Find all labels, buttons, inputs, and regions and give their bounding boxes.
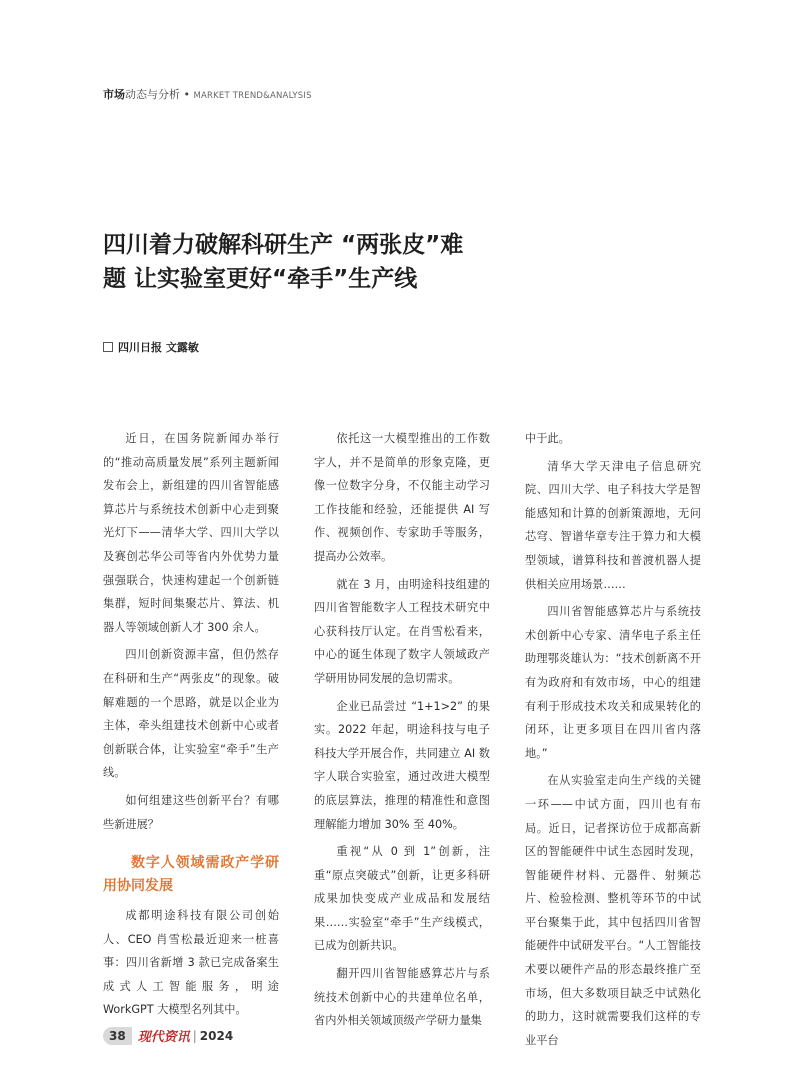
paragraph: 如何组建这些创新平台？有哪些新进展？ [103, 793, 279, 831]
paragraph: 就在 3 月，由明途科技组建的四川省智能数字人工程技术研究中心获科技厅认定。在肖雪松看来，中心的诞生体现了数字人领域政产学研用协同发展的急切需求。 [314, 577, 490, 685]
title-line-2: 题 让实验室更好“牵手”生产线 [103, 266, 418, 292]
footer-separator: | [192, 1028, 197, 1043]
issue-year: 2024 [199, 1028, 234, 1043]
section-name-en: MARKET TREND&ANALYSIS [193, 91, 312, 101]
page-footer [103, 1026, 233, 1045]
paragraph: 翻开四川省智能感算芯片与系统技术创新中心的共建单位名单，省内外相关领域顶级产学研力量集 [314, 967, 490, 1028]
paragraph: 重视“从 0 到 1”创新，注重“原点突破式”创新，让更多科研成果加快变成产业成品和发展结果……实验室“牵手”生产线模式，已成为创新共识。 [314, 845, 490, 953]
article-title [103, 228, 623, 296]
paragraph: 在从实验室走向生产线的关键一环——中试方面，四川也有布局。近日，记者探访位于成都高新区的智能硬件中试生态园时发现，智能硬件材料、元器件、射频芯片、检验检测、整机等环节的中试平台聚集于此，其中包括四川省智能硬件中试研发平台。“人工智能技术要以硬件产品的形态最终推广至市场，但大多数项目缺乏中试熟化的助力，这时就需要我们这样的专业平台 [525, 774, 701, 1047]
text-column-1 [103, 427, 279, 1026]
section-dot: • [180, 88, 194, 101]
text-column-3 [525, 427, 701, 1056]
section-name-bold: 市场 [103, 88, 125, 101]
text-column-2 [314, 427, 490, 1037]
section-subheading: 数字人领域需政产学研用协同发展 [103, 855, 279, 895]
paragraph: 依托这一大模型推出的工作数字人，并不是简单的形象克隆，更像一位数字分身，不仅能主动学习工作技能和经验，还能提供 AI 写作、视频创作、专家助手等服务，提高办公效率。 [314, 432, 490, 563]
paragraph: 四川创新资源丰富，但仍然存在科研和生产“两张皮”的现象。破解难题的一个思路，就是以企业为主体，牵头组建技术创新中心或者创新联合体，让实验室“牵手”生产线。 [103, 648, 279, 780]
magazine-logo: 现代资讯 [137, 1030, 190, 1045]
paragraph: 清华大学天津电子信息研究院、四川大学、电子科技大学是智能感知和计算的创新策源地，无问芯穹、智谱华章专注于算力和大模型领域，谱算科技和普渡机器人提供相关应用场景…… [525, 459, 701, 591]
paragraph: 企业已品尝过 “1+1>2” 的果实。2022 年起，明途科技与电子科技大学开展合作，共同建立 AI 数字人联合实验室，通过改进大模型的底层算法，推理的精准性和意图理解能力增加 30% 至 40%。 [314, 699, 490, 831]
paragraph: 四川省智能感算芯片与系统技术创新中心专家、清华电子系主任助理鄂炎雄认为：“技术创新离不开有为政府和有效市场，中心的组建有利于形成技术攻关和成果转化的闭环，让更多项目在四川省内落地。” [525, 605, 701, 760]
paragraph-continued: 中于此。 [525, 432, 570, 445]
byline [103, 339, 199, 355]
page-number: 38 [103, 1027, 132, 1045]
byline-text: 四川日报 文露敏 [118, 341, 199, 354]
paragraph: 成都明途科技有限公司创始人、CEO 肖雪松最近迎来一桩喜事：四川省新增 3 款已完成备案生成式人工智能服务，明途 WorkGPT 大模型名列其中。 [103, 909, 279, 1017]
section-name-light: 动态与分析 [125, 88, 180, 101]
paragraph: 近日，在国务院新闻办举行的“推动高质量发展”系列主题新闻发布会上，新组建的四川省智能感算芯片与系统技术创新中心走到聚光灯下——清华大学、四川大学以及赛创芯华公司等省内外优势力量强强联合，快速构建起一个创新链集群，短时间集聚芯片、算法、机器人等领域创新人才 300 余人。 [103, 432, 279, 634]
title-line-1: 四川着力破解科研生产 “两张皮”难 [103, 232, 464, 258]
square-icon [103, 342, 113, 352]
section-header [103, 86, 312, 102]
